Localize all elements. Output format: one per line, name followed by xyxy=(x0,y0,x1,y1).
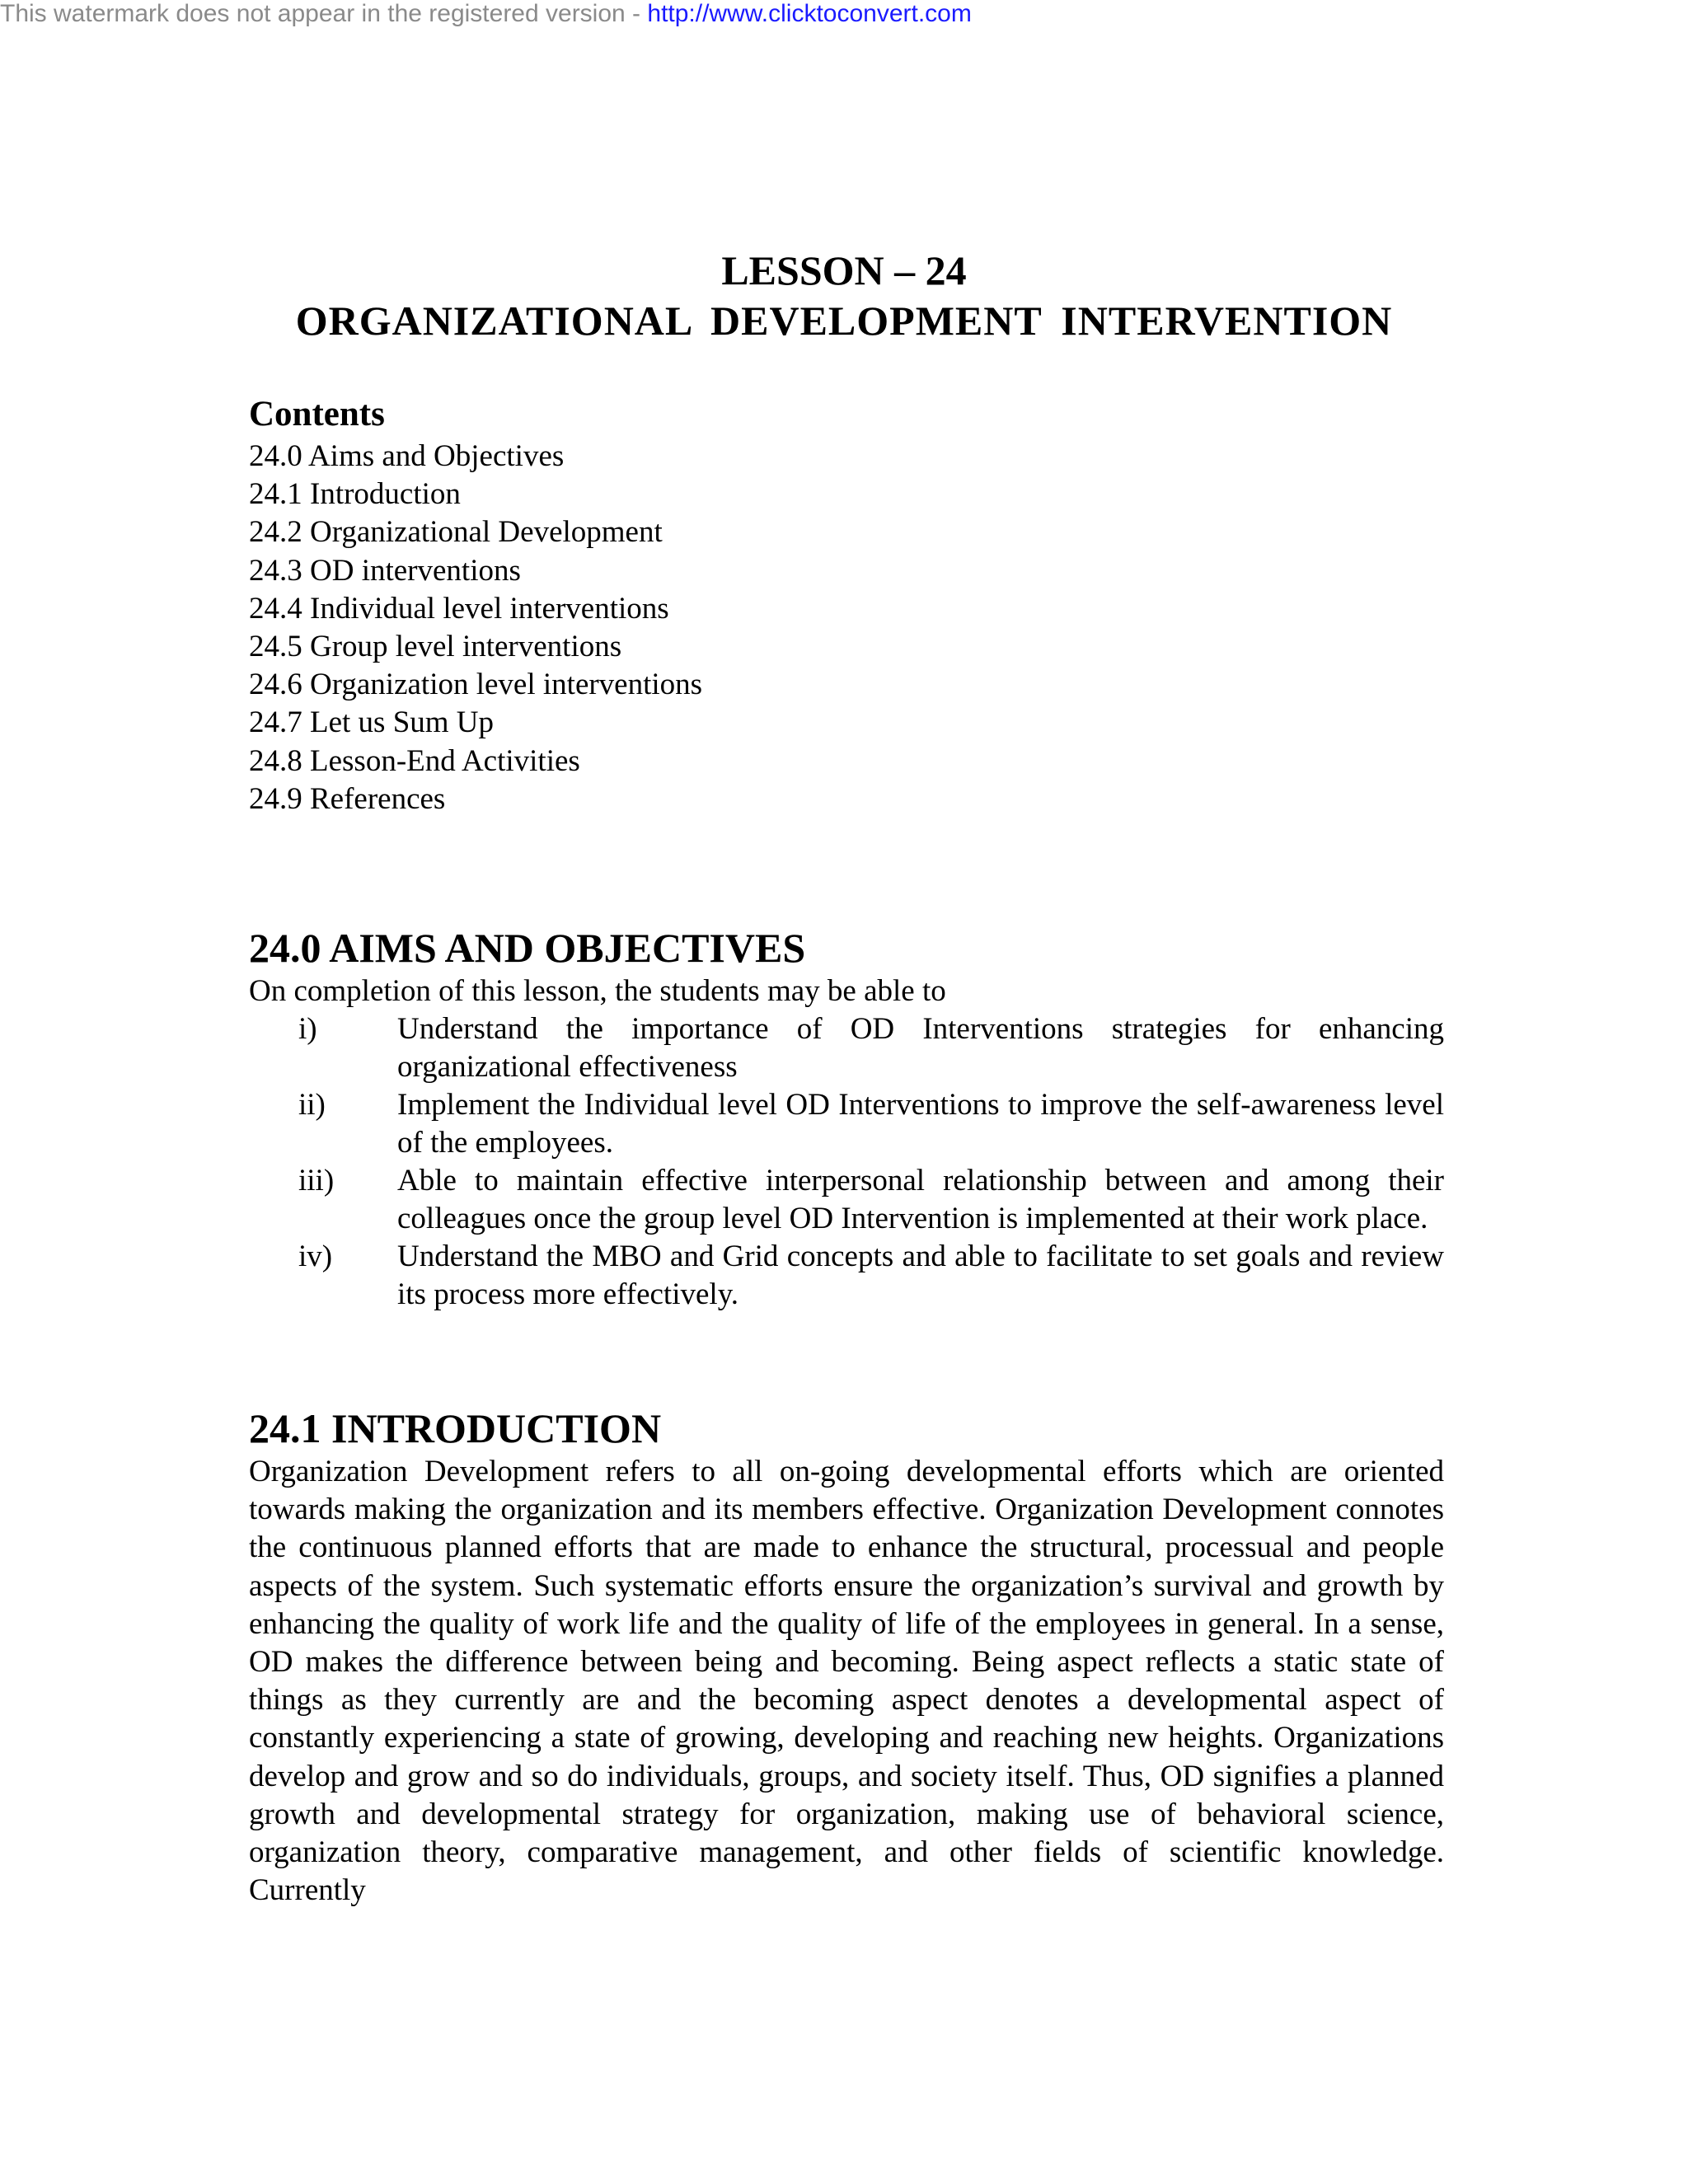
lesson-title: ORGANIZATIONAL DEVELOPMENT INTERVENTION xyxy=(295,298,1393,344)
lesson-number: LESSON – 24 xyxy=(721,247,967,293)
objective-item xyxy=(249,1238,1444,1314)
aims-lead-text: On completion of this lesson, the students may be able to xyxy=(249,974,946,1008)
objective-text: Implement the Individual level OD Interventions to improve the self-awareness level of the employees. xyxy=(397,1088,1444,1160)
contents-item: 24.6 Organization level interventions xyxy=(249,668,703,702)
contents-item: 24.9 References xyxy=(249,781,446,816)
watermark-notice xyxy=(0,0,972,28)
contents-item: 24.0 Aims and Objectives xyxy=(249,439,565,473)
objective-text: Understand the importance of OD Interventions strategies for enhancing organizational effectiveness xyxy=(397,1012,1444,1084)
contents-item: 24.3 OD interventions xyxy=(249,553,521,588)
contents-item: 24.2 Organizational Development xyxy=(249,515,663,550)
objectives-list xyxy=(249,1010,1444,1314)
introduction-paragraph: Organization Development refers to all on-going developmental efforts which are oriented towards making the organization and its members effective. Organization Development connotes the continuous planned efforts that are made to enhance the structural, processual and people aspects of the system. Such systematic efforts ensure the organization’s survival and growth by enhancing the quality of work life and the quality of life of the employees in general. In a sense, OD makes the difference between being and becoming. Being aspect reflects a static state of things as they currently are and the becoming aspect denotes a developmental aspect of constantly experiencing a state of growing, developing and reaching new heights. Organizations develop and grow and so do individuals, groups, and society itself. Thus, OD signifies a planned growth and developmental strategy for organization, making use of behavioral science, organization theory, comparative management, and other fields of scientific knowledge. Currently xyxy=(249,1455,1444,1908)
objective-number: iv) xyxy=(298,1240,333,1273)
objective-number: ii) xyxy=(298,1088,326,1122)
contents-item: 24.8 Lesson-End Activities xyxy=(249,743,580,778)
objective-text: Able to maintain effective interpersonal relationship between and among their colleagues once the group level OD Intervention is implemented at their work place. xyxy=(397,1164,1444,1235)
watermark-text: This watermark does not appear in the registered version - xyxy=(0,0,648,27)
objective-item xyxy=(249,1086,1444,1162)
contents-list xyxy=(249,438,1444,818)
aims-section-heading: 24.0 AIMS AND OBJECTIVES xyxy=(249,925,806,971)
objective-number: i) xyxy=(298,1012,317,1046)
contents-item: 24.1 Introduction xyxy=(249,477,461,512)
objective-item xyxy=(249,1162,1444,1238)
contents-item: 24.7 Let us Sum Up xyxy=(249,705,495,740)
contents-item: 24.5 Group level interventions xyxy=(249,630,622,664)
objective-item xyxy=(249,1010,1444,1086)
contents-heading: Contents xyxy=(249,395,385,434)
introduction-section-heading: 24.1 INTRODUCTION xyxy=(249,1405,662,1451)
contents-item: 24.4 Individual level interventions xyxy=(249,591,669,626)
watermark-link[interactable]: http://www.clicktoconvert.com xyxy=(647,0,972,27)
objective-number: iii) xyxy=(298,1164,335,1197)
lesson-header xyxy=(0,246,1688,346)
objective-text: Understand the MBO and Grid concepts and able to facilitate to set goals and review its process more effectively. xyxy=(397,1240,1444,1311)
